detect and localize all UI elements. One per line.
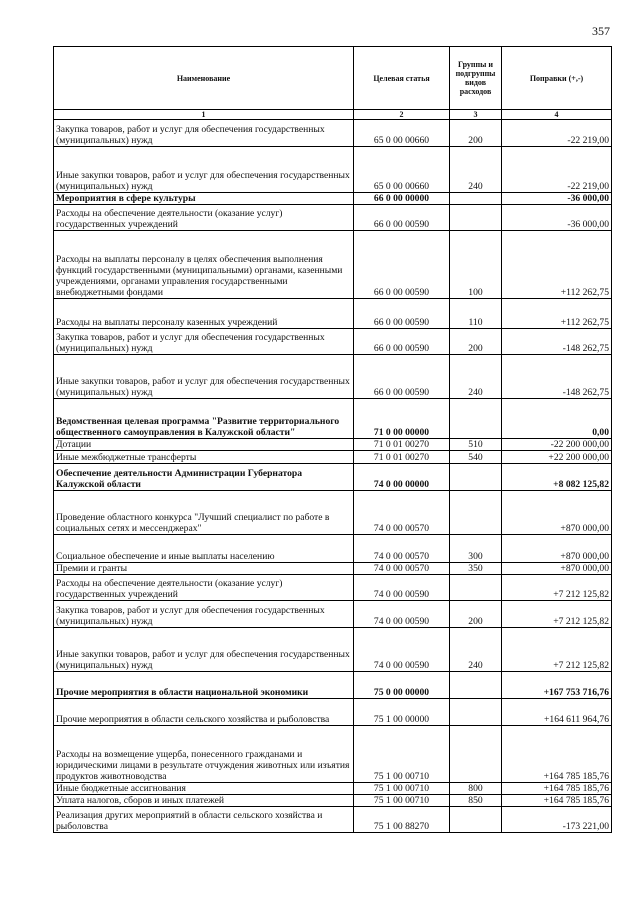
row-expense-group <box>450 575 502 601</box>
row-target-code: 75 1 00 00710 <box>354 795 450 807</box>
row-expense-group: 540 <box>450 451 502 464</box>
row-target-code: 66 0 00 00590 <box>354 231 450 299</box>
row-amount: +22 200 000,00 <box>502 451 612 464</box>
row-amount: +870 000,00 <box>502 491 612 535</box>
row-expense-group: 800 <box>450 783 502 795</box>
table-body <box>54 120 612 833</box>
row-target-code: 66 0 00 00590 <box>354 299 450 329</box>
row-target-code: 75 1 00 00710 <box>354 726 450 783</box>
row-amount: +164 611 964,76 <box>502 699 612 726</box>
row-target-code: 74 0 00 00590 <box>354 601 450 628</box>
row-expense-group: 240 <box>450 628 502 672</box>
row-name: Закупка товаров, работ и услуг для обеспечения государственных (муниципальных) нужд <box>54 120 354 147</box>
row-target-code: 75 1 00 88270 <box>354 807 450 833</box>
header-group: Группы и подгруппы видов расходов <box>450 47 502 110</box>
row-expense-group: 510 <box>450 439 502 451</box>
table-row <box>54 205 612 231</box>
row-amount: -148 262,75 <box>502 329 612 355</box>
row-name: Премии и гранты <box>54 563 354 575</box>
row-expense-group: 100 <box>450 231 502 299</box>
row-expense-group <box>450 726 502 783</box>
row-amount: +7 212 125,82 <box>502 575 612 601</box>
row-name: Реализация других мероприятий в области сельского хозяйства и рыболовства <box>54 807 354 833</box>
header-name: Наименование <box>54 47 354 110</box>
table-row <box>54 783 612 795</box>
row-expense-group <box>450 699 502 726</box>
row-amount: +164 785 185,76 <box>502 795 612 807</box>
table-row <box>54 795 612 807</box>
row-expense-group <box>450 807 502 833</box>
row-target-code: 66 0 00 00590 <box>354 329 450 355</box>
row-expense-group: 240 <box>450 147 502 193</box>
row-name: Расходы на обеспечение деятельности (оказание услуг) государственных учреждений <box>54 205 354 231</box>
row-name: Закупка товаров, работ и услуг для обеспечения государственных (муниципальных) нужд <box>54 601 354 628</box>
row-name: Иные закупки товаров, работ и услуг для обеспечения государственных (муниципальных) нужд <box>54 147 354 193</box>
row-target-code: 66 0 00 00590 <box>354 205 450 231</box>
row-expense-group: 850 <box>450 795 502 807</box>
row-target-code: 74 0 00 00570 <box>354 535 450 563</box>
row-expense-group <box>450 205 502 231</box>
row-expense-group <box>450 193 502 205</box>
row-amount: -173 221,00 <box>502 807 612 833</box>
page-number: 357 <box>592 24 610 38</box>
row-expense-group: 200 <box>450 329 502 355</box>
table-row <box>54 329 612 355</box>
row-expense-group <box>450 672 502 699</box>
row-target-code: 74 0 00 00000 <box>354 464 450 491</box>
table-row <box>54 726 612 783</box>
row-expense-group <box>450 491 502 535</box>
row-target-code: 65 0 00 00660 <box>354 147 450 193</box>
table-header-row <box>54 47 612 110</box>
row-name: Иные закупки товаров, работ и услуг для обеспечения государственных (муниципальных) нужд <box>54 628 354 672</box>
table-row <box>54 628 612 672</box>
row-target-code: 74 0 00 00570 <box>354 563 450 575</box>
row-target-code: 75 0 00 00000 <box>354 672 450 699</box>
row-amount: +870 000,00 <box>502 563 612 575</box>
row-name: Социальное обеспечение и иные выплаты населению <box>54 535 354 563</box>
row-name: Проведение областного конкурса "Лучший специалист по работе в социальных сетях и мессенджерах" <box>54 491 354 535</box>
column-number: 2 <box>354 110 450 120</box>
row-amount: -22 219,00 <box>502 120 612 147</box>
row-target-code: 74 0 00 00590 <box>354 575 450 601</box>
row-name: Дотации <box>54 439 354 451</box>
column-number: 1 <box>54 110 354 120</box>
row-amount: +112 262,75 <box>502 299 612 329</box>
table-row <box>54 299 612 329</box>
row-name: Расходы на выплаты персоналу в целях обеспечения выполнения функций государственными (муниципальными) органами, казенными учреждениями, органами управления государственными внебюджетными фондами <box>54 231 354 299</box>
row-amount: +7 212 125,82 <box>502 601 612 628</box>
row-expense-group: 200 <box>450 120 502 147</box>
row-target-code: 75 1 00 00710 <box>354 783 450 795</box>
row-expense-group: 300 <box>450 535 502 563</box>
row-amount: 0,00 <box>502 399 612 439</box>
row-target-code: 66 0 00 00000 <box>354 193 450 205</box>
row-name: Мероприятия в сфере культуры <box>54 193 354 205</box>
table-row <box>54 355 612 399</box>
table-row <box>54 807 612 833</box>
row-expense-group: 240 <box>450 355 502 399</box>
row-name: Иные закупки товаров, работ и услуг для обеспечения государственных (муниципальных) нужд <box>54 355 354 399</box>
column-number: 4 <box>502 110 612 120</box>
row-expense-group: 350 <box>450 563 502 575</box>
budget-table <box>53 46 612 833</box>
row-expense-group <box>450 399 502 439</box>
row-amount: +112 262,75 <box>502 231 612 299</box>
row-target-code: 71 0 01 00270 <box>354 451 450 464</box>
row-name: Прочие мероприятия в области сельского хозяйства и рыболовства <box>54 699 354 726</box>
table-row <box>54 439 612 451</box>
row-name: Обеспечение деятельности Администрации Губернатора Калужской области <box>54 464 354 491</box>
column-number: 3 <box>450 110 502 120</box>
row-name: Ведомственная целевая программа "Развитие территориального общественного самоуправления в Калужской области" <box>54 399 354 439</box>
table-row <box>54 147 612 193</box>
table-row <box>54 231 612 299</box>
table-row <box>54 451 612 464</box>
row-amount: +7 212 125,82 <box>502 628 612 672</box>
row-amount: -36 000,00 <box>502 193 612 205</box>
row-amount: +164 785 185,76 <box>502 726 612 783</box>
table-row <box>54 120 612 147</box>
row-name: Иные межбюджетные трансферты <box>54 451 354 464</box>
row-amount: -36 000,00 <box>502 205 612 231</box>
row-amount: +167 753 716,76 <box>502 672 612 699</box>
row-name: Прочие мероприятия в области национальной экономики <box>54 672 354 699</box>
row-amount: -22 200 000,00 <box>502 439 612 451</box>
row-expense-group <box>450 464 502 491</box>
table-row <box>54 491 612 535</box>
row-name: Иные бюджетные ассигнования <box>54 783 354 795</box>
table-row <box>54 535 612 563</box>
row-target-code: 71 0 01 00270 <box>354 439 450 451</box>
header-amount: Поправки (+,-) <box>502 47 612 110</box>
table-row <box>54 193 612 205</box>
table-row <box>54 575 612 601</box>
row-name: Уплата налогов, сборов и иных платежей <box>54 795 354 807</box>
row-amount: +870 000,00 <box>502 535 612 563</box>
row-amount: +8 082 125,82 <box>502 464 612 491</box>
table-row <box>54 699 612 726</box>
row-amount: +164 785 185,76 <box>502 783 612 795</box>
table-row <box>54 464 612 491</box>
header-code: Целевая статья <box>354 47 450 110</box>
table-row <box>54 563 612 575</box>
row-expense-group: 200 <box>450 601 502 628</box>
row-expense-group: 110 <box>450 299 502 329</box>
row-name: Закупка товаров, работ и услуг для обеспечения государственных (муниципальных) нужд <box>54 329 354 355</box>
row-target-code: 74 0 00 00590 <box>354 628 450 672</box>
row-name: Расходы на выплаты персоналу казенных учреждений <box>54 299 354 329</box>
row-amount: -22 219,00 <box>502 147 612 193</box>
table-row <box>54 399 612 439</box>
row-target-code: 74 0 00 00570 <box>354 491 450 535</box>
row-name: Расходы на возмещение ущерба, понесенного гражданами и юридическими лицами в результате отчуждения животных или изъятия продуктов животноводства <box>54 726 354 783</box>
row-target-code: 75 1 00 00000 <box>354 699 450 726</box>
row-target-code: 65 0 00 00660 <box>354 120 450 147</box>
row-target-code: 71 0 00 00000 <box>354 399 450 439</box>
row-name: Расходы на обеспечение деятельности (оказание услуг) государственных учреждений <box>54 575 354 601</box>
table-row <box>54 672 612 699</box>
table-row <box>54 601 612 628</box>
row-amount: -148 262,75 <box>502 355 612 399</box>
column-numbers-row <box>54 110 612 120</box>
row-target-code: 66 0 00 00590 <box>354 355 450 399</box>
